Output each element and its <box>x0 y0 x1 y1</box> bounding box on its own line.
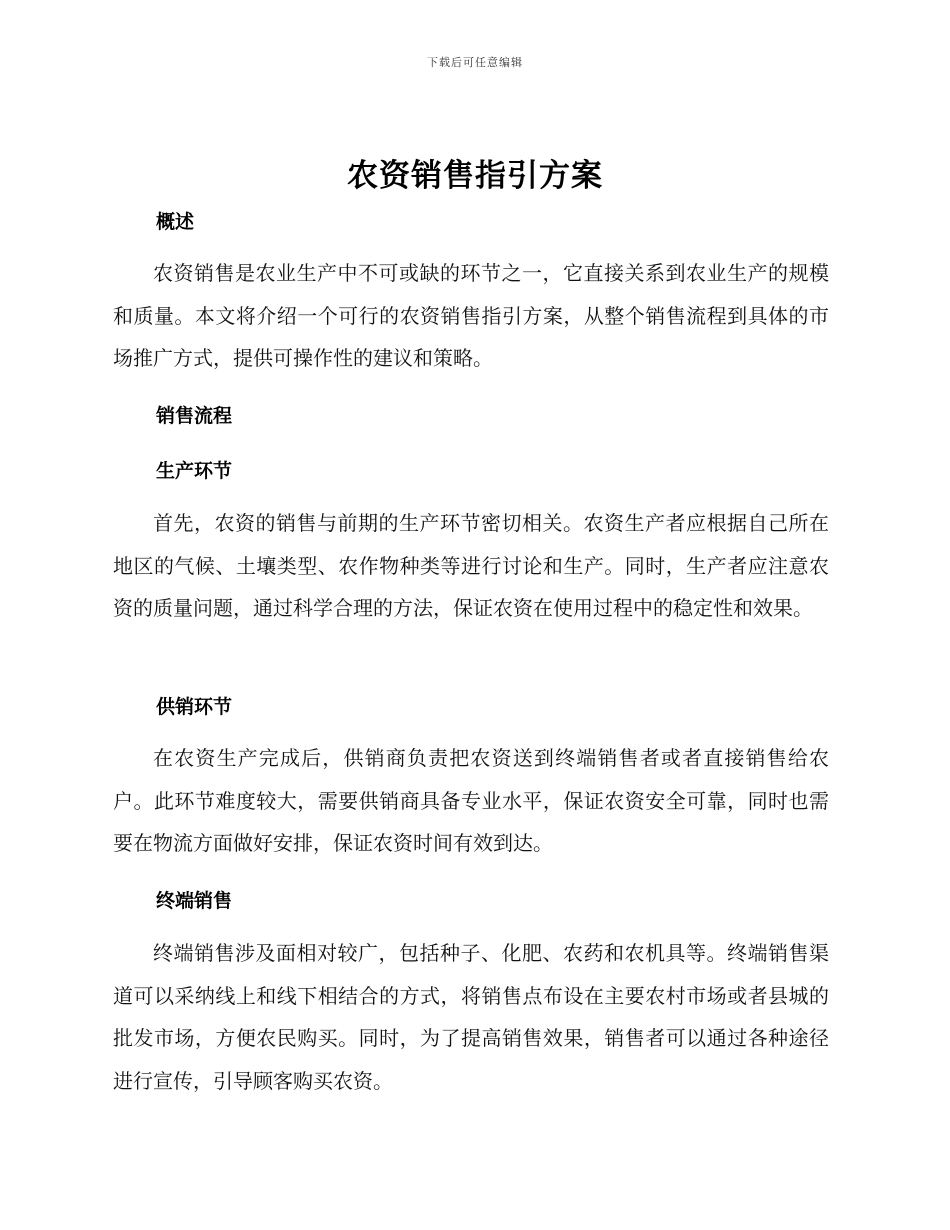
section-heading-sales-process: 销售流程 <box>156 405 233 427</box>
section-heading-overview: 概述 <box>156 211 195 233</box>
paragraph-production: 首先，农资的销售与前期的生产环节密切相关。农资生产者应根据自己所在地区的气候、土壤类型、农作物种类等进行讨论和生产。同时，生产者应注意农资的质量问题，通过科学合理的方法，保证农资在使用过程中的稳定性和效果。 <box>113 511 829 620</box>
paragraph-retail: 终端销售涉及面相对较广，包括种子、化肥、农药和农机具等。终端销售渠道可以采纳线上和线下相结合的方式，将销售点布设在主要农村市场或者县城的批发市场，方便农民购买。同时，为了提高销售效果，销售者可以通过各种途径进行宣传，引导顾客购买农资。 <box>113 941 829 1093</box>
paragraph-overview: 农资销售是农业生产中不可或缺的环节之一，它直接关系到农业生产的规模和质量。本文将介绍一个可行的农资销售指引方案，从整个销售流程到具体的市场推广方式，提供可操作性的建议和策略。 <box>113 261 829 370</box>
paragraph-supply: 在农资生产完成后，供销商负责把农资送到终端销售者或者直接销售给农户。此环节难度较大，需要供销商具备专业水平，保证农资安全可靠，同时也需要在物流方面做好安排，保证农资时间有效到达。 <box>113 746 829 855</box>
section-heading-production: 生产环节 <box>156 460 233 482</box>
section-heading-retail: 终端销售 <box>156 890 233 912</box>
running-header: 下载后可任意编辑 <box>427 56 523 69</box>
section-heading-supply: 供销环节 <box>156 696 233 718</box>
document-title: 农资销售指引方案 <box>347 158 603 194</box>
